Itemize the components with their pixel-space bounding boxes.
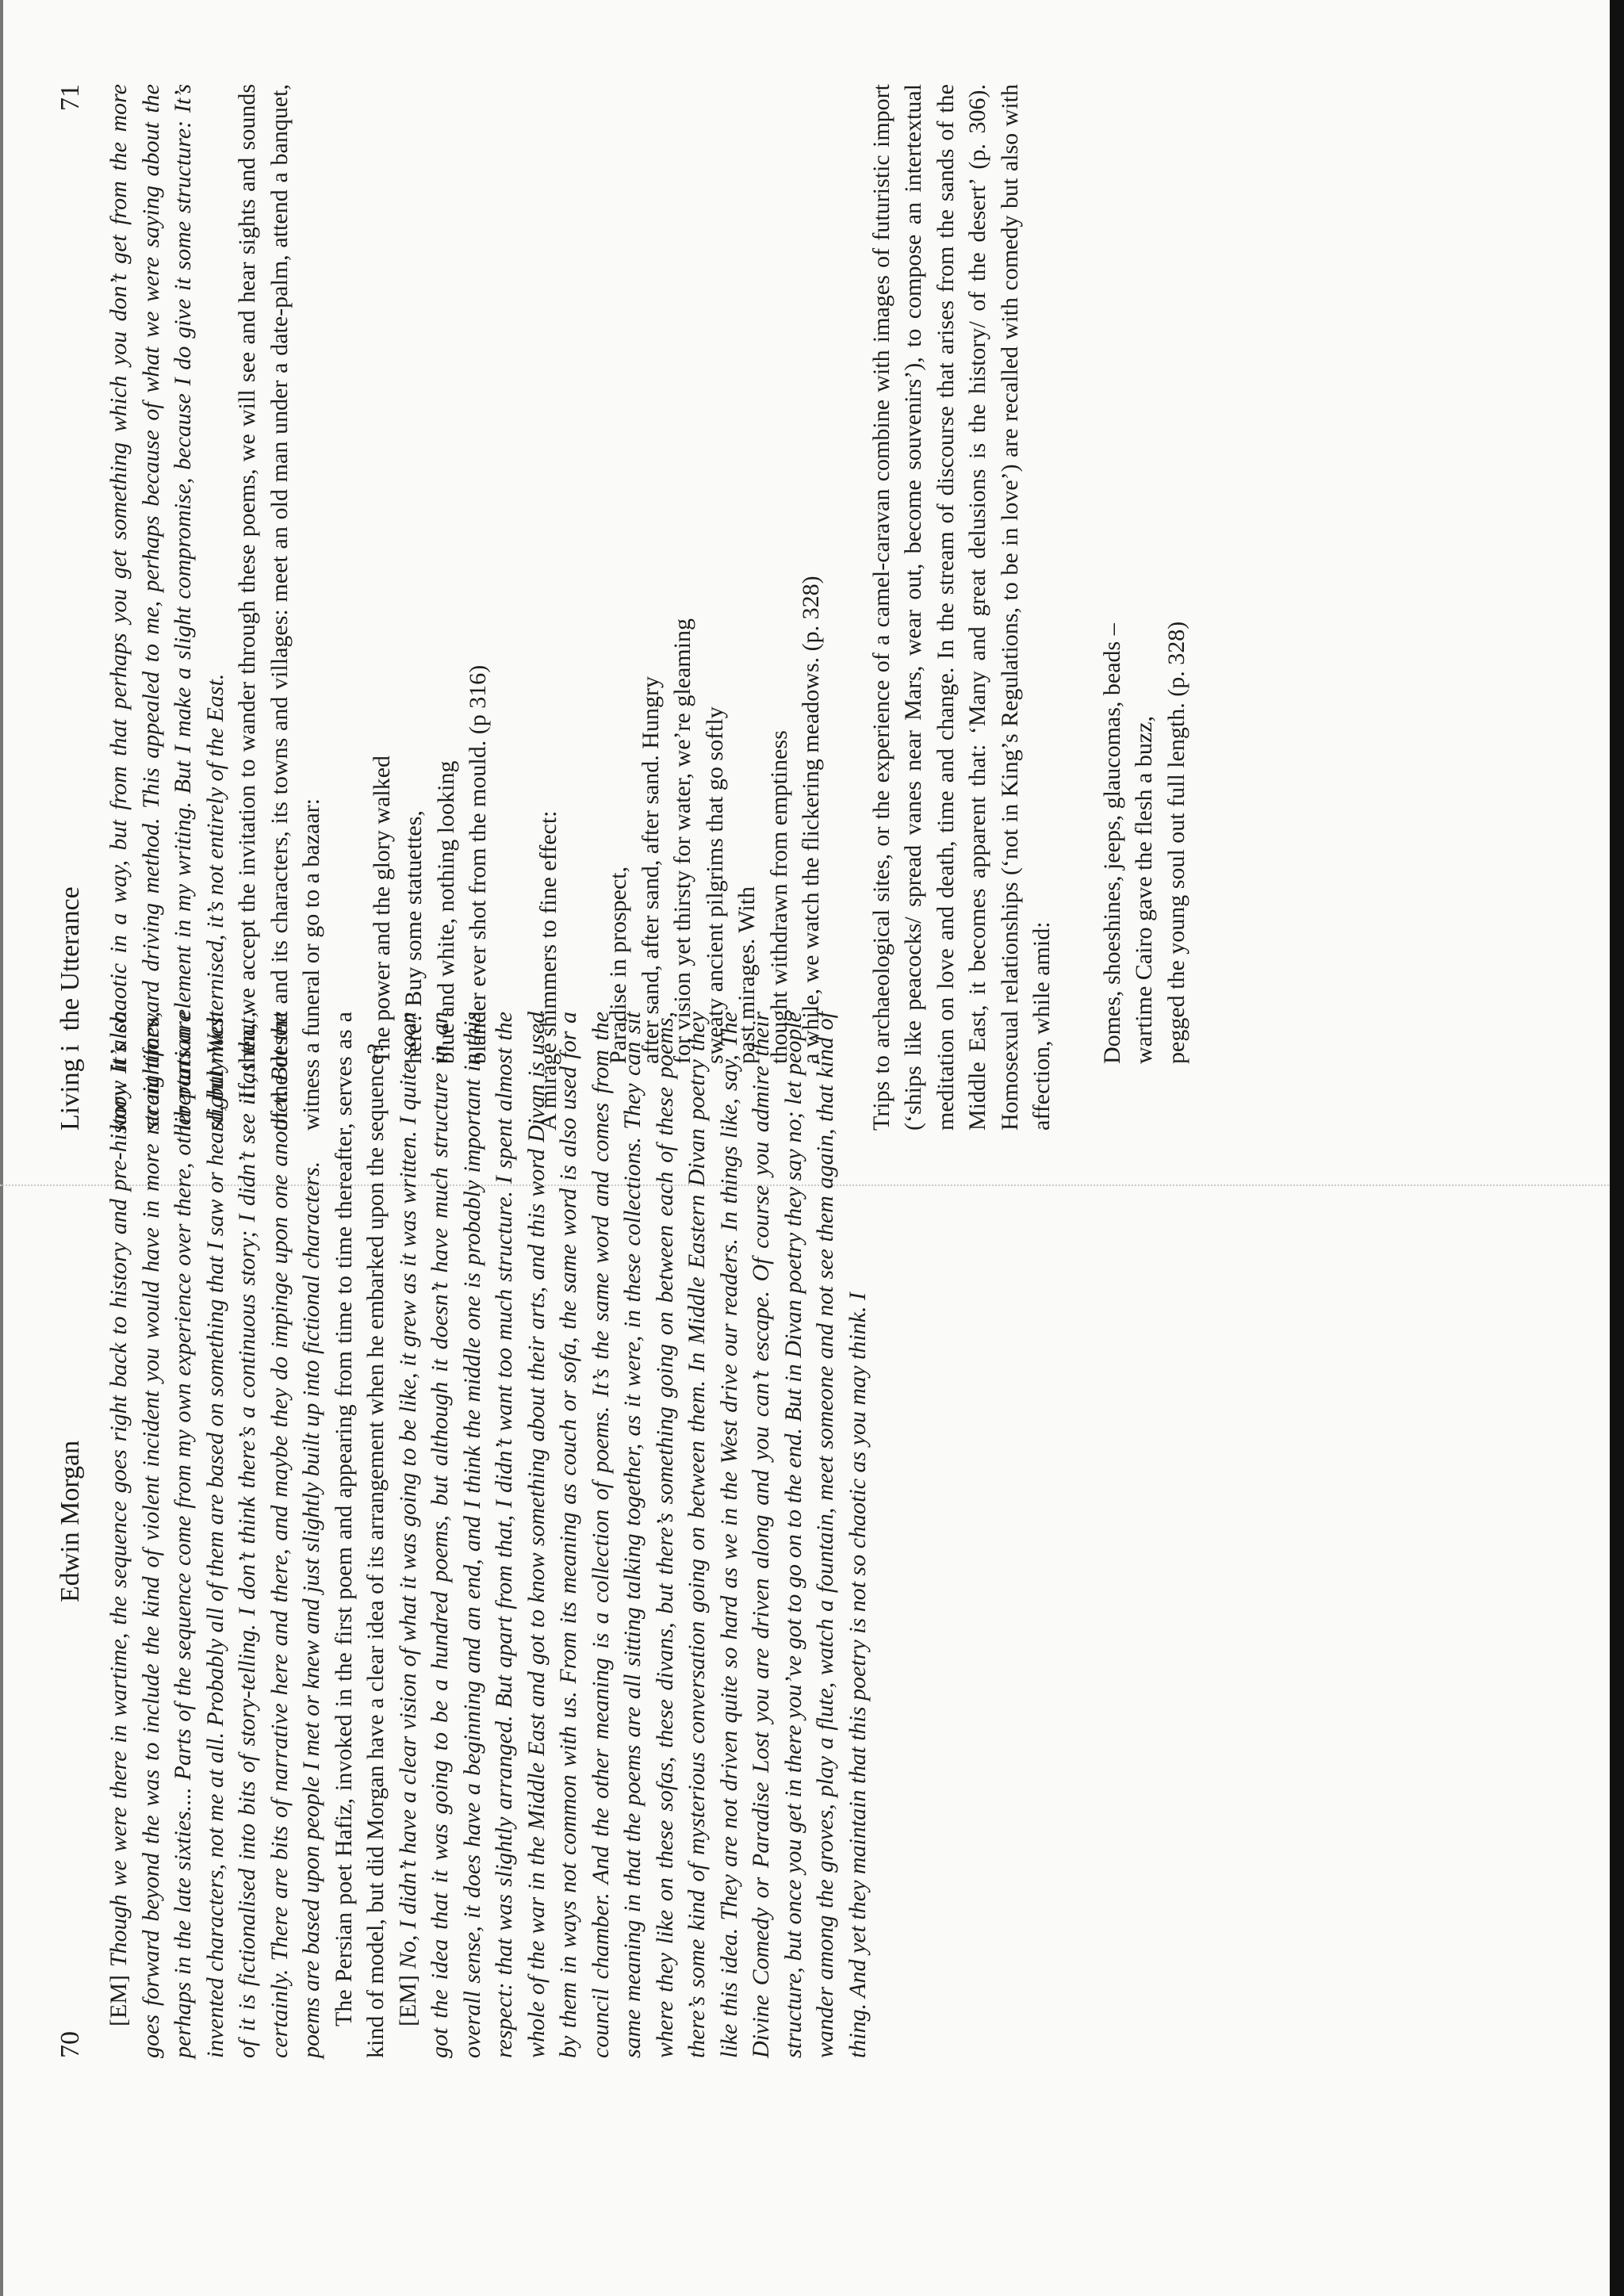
verse-line: for vision yet thirsty for water, we’re gleaming: [669, 618, 695, 1064]
answer-text: No, I didn’t have a clear vision of what it was going to be like, it grew as it was written. I quite soon got the idea that it was going to be a hundred poems, but although it doesn’t have much structure in an overall sense, it does have a beginning and an end, and I think the middle one is probably important in this respect: that was slightly arranged. But apart from that, I didn’t want too much structure. I spent almost the whole of the war in the Middle East and got to know something about their arts, and this word Divan is used by them in ways not common with us. From its meaning as couch or sofa, the same word is also used for a council chamber. And the other meaning is a collection of poems. It’s the same word and comes from the same meaning in that the poems are all sitting talking together, as it were, in these collections. They can sit where they like on these sofas, these divans, but there’s something going on between each of these poems, there’s some kind of mysterious conversation going on between them. In Middle Eastern Divan poetry they like this idea. They are not driven quite so hard as we in the West drive our readers. In things like, say, The Divine Comedy or Paradise Lost you are driven along and you can’t escape. Of course you admire their structure, but once you get in there you’ve got to go on to the end. But in Divan poetry they say no; let people wander among the groves, play a flute, watch a fountain, meet someone and not see them again, that kind of thing. And yet they maintain that this poetry is not so chaotic as you may think. I: [394, 1012, 871, 2058]
page-number: 71: [56, 84, 85, 111]
body-paragraph: If, then, we accept the invitation to wander through these poems, we will see and hear sights and sounds of the desert and its characters, its towns and villages: meet an old man under a date-palm, attend a banquet, witness a funeral or go to a bazaar:: [234, 84, 324, 1131]
speaker-tag: [EM]: [394, 1969, 421, 2026]
right-page: [56, 84, 1231, 1131]
verse-line: past mirages. With: [733, 886, 760, 1064]
scan-top-edge: [0, 0, 3, 2296]
right-running-head: [56, 84, 86, 1131]
verse-line: here? Buy some statuettes,: [400, 810, 427, 1064]
interview-answer: [393, 1012, 875, 2058]
verse-quotation: [603, 84, 828, 1064]
verse-line: after sand, after sand, after sand. Hungry: [637, 676, 664, 1064]
verse-line: The power and the glory walked: [368, 755, 395, 1064]
answer-text: Though we were there in wartime, the sequence goes right back to history and pre-history. It also goes forward beyond the was to include the kind of violent incident you would have in more recent times, perhaps in the late sixties.... Parts of the sequence come from my own experience over there, other parts are invented characters, not me at all. Probably all of them are based on something that I saw or heard, but much of it is fictionalised into bits of story-telling. I don’t think there’s a continuous story; I didn’t see it as that, certainly. There are bits of narrative here and there, and maybe they do impinge upon one another. But the poems are based upon people I met or knew and just slightly built up into fictional characters.: [105, 1011, 324, 2058]
verse-line: wartime Cairo gave the flesh a buzz,: [1131, 716, 1157, 1064]
body-paragraph: A mirage shimmers to fine effect:: [534, 810, 561, 1131]
speaker-tag: [EM]: [105, 1967, 132, 2026]
continued-answer: know it’s chaotic in a way, but from that perhaps you get something which you don’t get from the more straightforward driving method. This appealed to me, perhaps because of what we were saying about the libertarian element in my writing. But I make a slight compromise, because I do give it some structure: It’s slightly Westernised, it’s not entirely of the East.: [105, 84, 228, 1131]
interview-answer: [103, 1012, 328, 2058]
running-head-author: Edwin Morgan: [56, 1440, 85, 1603]
verse-quotation: [366, 84, 495, 1064]
verse-line: pegged the young soul out full length. (p. 328): [1162, 621, 1189, 1064]
left-page: [56, 1012, 874, 2058]
verse-line: blander ever shot from the mould. (p 316): [465, 664, 491, 1064]
running-head-title: Living i the Utterance: [56, 886, 85, 1131]
scan-bottom-edge: [1610, 0, 1624, 2296]
verse-line: thought withdrawn from emptiness: [765, 730, 792, 1064]
verse-line: Paradise in prospect,: [605, 866, 631, 1064]
body-paragraph: The Persian poet Hafiz, invoked in the first poem and appearing from time to time thereafter, serves as a kind of model, but did Morgan have a clear idea of its arrangement when he embarked upon the sequence?: [330, 1012, 389, 2058]
page-number: 70: [56, 2031, 85, 2058]
verse-quotation: [1097, 84, 1193, 1064]
verse-line: sweaty ancient pilgrims that go softly: [701, 706, 728, 1064]
verse-line: Domes, shoeshines, jeeps, glaucomas, beads –: [1098, 623, 1125, 1064]
verse-line: blue and white, nothing looking: [432, 760, 459, 1064]
body-paragraph: Trips to archaeological sites, or the experience of a camel-caravan combine with images of futuristic import (‘ships like peacocks/ spread vanes near Mars, wear out, become souvenirs’), to compose an intertextual meditation on love and death, time and change. In the stream of discourse that arises from the sands of the Middle East, it becomes apparent that: ‘Many and great delusions is the history/ of the desert’ (p. 306). Homosexual relationships (‘not in King’s Regulations, to be in love’) are recalled with comedy but also with affection, while amid:: [868, 84, 1055, 1131]
verse-line: a while, we watch the flickering meadows. (p. 328): [798, 576, 824, 1064]
left-running-head: [56, 1012, 86, 2058]
